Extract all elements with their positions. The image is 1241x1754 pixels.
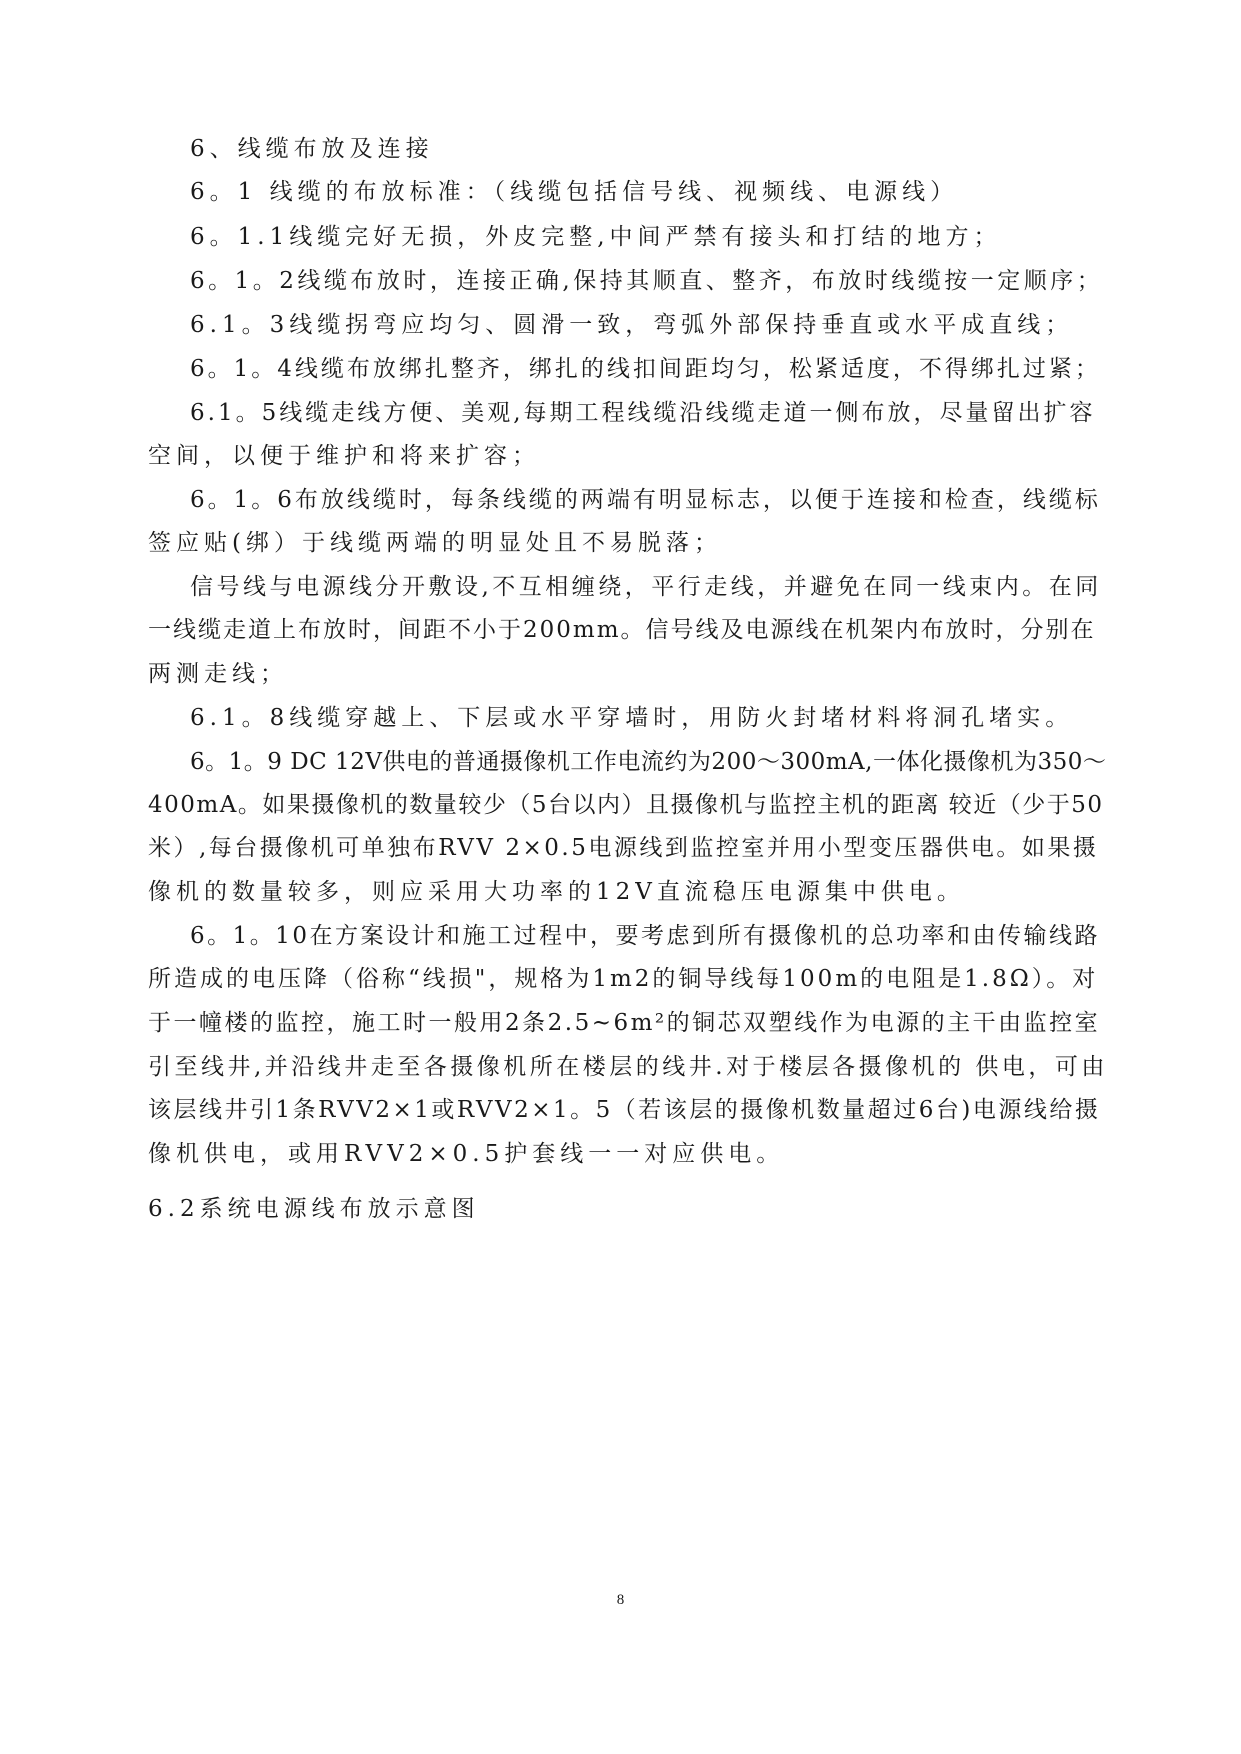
item-10-line-1: 6。1。10在方案设计和施工过程中，要考虑到所有摄像机的总功率和由传输线路	[190, 923, 1101, 949]
item-5-line-1: 6.1。5线缆走线方便、美观,每期工程线缆沿线缆走道一侧布放，尽量留出扩容	[190, 400, 1096, 426]
item-5-line-2: 空间，以便于维护和将来扩容；	[148, 443, 540, 469]
item-6-line-2: 签应贴(绑）于线缆两端的明显处且不易脱落；	[148, 530, 722, 556]
item-8-line-1: 6.1。8线缆穿越上、下层或水平穿墙时，用防火封堵材料将洞孔堵实。	[190, 705, 1074, 731]
standard-heading: 6。1 线缆的布放标准：（线缆包括信号线、视频线、电源线）	[190, 179, 959, 205]
section-heading: 6、线缆布放及连接	[190, 136, 434, 162]
item-4-line-1: 6。1。4线缆布放绑扎整齐，绑扎的线扣间距均匀，松紧适度，不得绑扎过紧；	[190, 356, 1101, 382]
page-number: 8	[616, 1592, 625, 1608]
item-10-line-3: 于一幢楼的监控，施工时一般用2条2.5~6m²的铜芯双塑线作为电源的主干由监控室	[148, 1010, 1101, 1036]
item-9-line-3: 米）,每台摄像机可单独布RVV 2×0.5电源线到监控室并用小型变压器供电。如果摄	[148, 835, 1099, 861]
item-1-line-1: 6。1.1线缆完好无损，外皮完整,中间严禁有接头和打结的地方；	[190, 224, 1002, 250]
item-10-line-2: 所造成的电压降（俗称“线损"，规格为1m2的铜导线每100m的电阻是1.8Ω）。对	[148, 966, 1099, 992]
item-6-line-1: 6。1。6布放线缆时，每条线缆的两端有明显标志，以便于连接和检查，线缆标	[190, 487, 1101, 513]
item-9-line-2: 400mA。如果摄像机的数量较少（5台以内）且摄像机与监控主机的距离 较近（少于50	[148, 792, 1104, 818]
item-10-line-6: 像机供电，或用RVV2×0.5护套线一一对应供电。	[148, 1141, 785, 1167]
item-7-line-2: 一线缆走道上布放时，间距不小于200mm。信号线及电源线在机架内布放时，分别在	[148, 617, 1096, 643]
item-2-line-1: 6。1。2线缆布放时，连接正确,保持其顺直、整齐，布放时线缆按一定顺序；	[190, 268, 1104, 294]
item-9-line-1: 6。1。9 DC 12V供电的普通摄像机工作电流约为200～300mA,一体化摄像机为350～	[190, 749, 1107, 775]
subsection-heading: 6.2系统电源线布放示意图	[148, 1196, 480, 1222]
item-10-line-4: 引至线井,并沿线井走至各摄像机所在楼层的线井.对于楼层各摄像机的 供电，可由	[148, 1054, 1108, 1080]
item-10-line-5: 该层线井引1条RVV2×1或RVV2×1。5（若该层的摄像机数量超过6台)电源线给摄	[148, 1097, 1101, 1123]
item-7-line-1: 信号线与电源线分开敷设,不互相缠绕，平行走线，并避免在同一线束内。在同	[190, 574, 1102, 600]
item-9-line-4: 像机的数量较多，则应采用大功率的12V直流稳压电源集中供电。	[148, 879, 965, 905]
item-7-line-3: 两测走线；	[148, 661, 288, 687]
item-3-line-1: 6.1。3线缆拐弯应均匀、圆滑一致，弯弧外部保持垂直或水平成直线；	[190, 312, 1074, 338]
